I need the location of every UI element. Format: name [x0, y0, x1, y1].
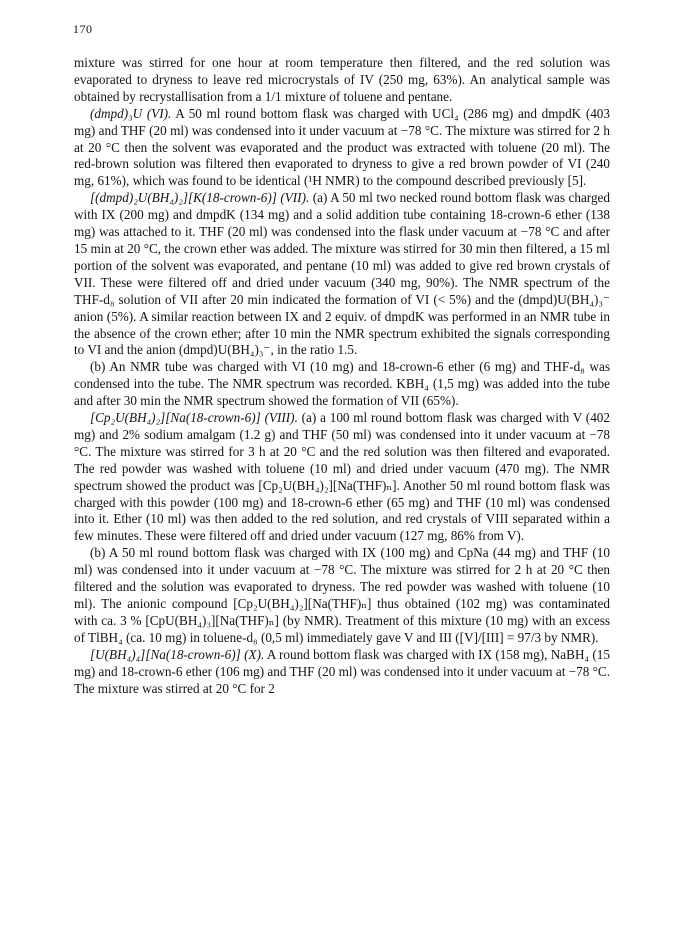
paragraph-text: (b) A 50 ml round bottom flask was charged with IX (100 mg) and CpNa (44 mg) and THF (10 ml) was condensed into it under vacuum at −78 °C. The mixture was stirred for 2 h at 20 °C then filtered and the solution was evaporated to dryness. The red powder was washed with toluene (10 ml). The anionic compound [Cp₂U(BH₄)₂][Na(THF)ₙ] thus obtained (102 mg) was contaminated with ca. 3 % [CpU(BH₄)₃][Na(THF)ₙ] (by NMR). Treatment of this mixture (10 mg) with an excess of TlBH₄ (ca. 10 mg) in toluene-d₈ (0,5 ml) immediately gave V and III ([V]/[III] = 97/3 by NMR). [74, 545, 610, 645]
paragraph-text: (a) a 100 ml round bottom flask was charged with V (402 mg) and 2% sodium amalgam (1.2 g) and THF (50 ml) was condensed into it under vacuum at −78 °C. The mixture was stirred for 3 h at 20 °C and the red solution was then filtered and evaporated. The red powder was washed with toluene (10 ml) and dried under vacuum (470 mg). The NMR spectrum showed the product was [Cp₂U(BH₄)₂][Na(THF)ₙ]. Another 50 ml round bottom flask was charged with this powder (100 mg) and 18-crown-6 ether (65 mg) and THF (10 ml) was condensed into it. Ether (10 ml) was then added to the red solution, and red crystals of VIII separated within a few minutes. These were filtered off and dried under vacuum (127 mg, 86% from V). [74, 410, 610, 544]
paragraph-heading: [Cp₂U(BH₄)₂][Na(18-crown-6)] (VIII). [90, 410, 298, 426]
paragraph-heading: (dmpd)₃U (VI). [90, 105, 172, 121]
paragraph-6 [74, 545, 610, 646]
page-number: 170 [73, 22, 93, 36]
paragraph-2 [74, 106, 610, 191]
body-text [74, 55, 610, 697]
paragraph-heading: [(dmpd)₂U(BH₄)₂][K(18-crown-6)] (VII). [90, 190, 310, 206]
paragraph-text: A 50 ml round bottom flask was charged with UCl₄ (286 mg) and dmpdK (403 mg) and THF (20 ml) was condensed into it under vacuum at −78 °C. The mixture was stirred for 2 h at 20 °C then the solvent was evaporated and the product was extracted with toluene (20 ml). The red-brown solution was filtered then evaporated to dryness to give a red brown powder of VI (240 mg, 61%), which was found to be identical (¹H NMR) to the compound described previously [5]. [74, 105, 610, 189]
paragraph-7 [74, 647, 610, 698]
paragraph-3 [74, 190, 610, 359]
paragraph-text: A round bottom flask was charged with IX (158 mg), NaBH₄ (15 mg) and 18-crown-6 ether (106 mg) and THF (20 ml) was condensed into it under vacuum at −78 °C. The mixture was stirred at 20 °C for 2 [74, 646, 610, 696]
paragraph-text: mixture was stirred for one hour at room temperature then filtered, and the red solution was evaporated to dryness to leave red microcrystals of IV (250 mg, 63%). An analytical sample was obtained by recrystallisation from a 1/1 mixture of toluene and pentane. [74, 55, 610, 104]
paragraph-text: (a) A 50 ml two necked round bottom flask was charged with IX (200 mg) and dmpdK (134 mg) and a solid addition tube containing 18-crown-6 ether (138 mg) was attached to it. THF (20 ml) was condensed into the flask under vacuum at −78 °C and after 15 min at 20 °C, the crown ether was added. The mixture was stirred for 30 min then filtered, a 15 ml portion of the solvent was evaporated, and pentane (10 ml) was added to give red brown crystals of VII. These were filtered off and dried under vacuum (340 mg, 90%). The NMR spectrum of the THF-d₈ solution of VII after 20 min indicated the formation of VI (< 5%) and the (dmpd)U(BH₄)₃⁻ anion (5%). A similar reaction between IX and 2 equiv. of dmpdK was performed in an NMR tube in the absence of the crown ether; after 10 min the NMR spectrum exhibited the signals corresponding to VI and the anion (dmpd)U(BH₄)₃⁻, in the ratio 1.5. [74, 190, 610, 358]
paragraph-1 [74, 55, 610, 106]
paragraph-text: (b) An NMR tube was charged with VI (10 mg) and 18-crown-6 ether (6 mg) and THF-d₈ was condensed into the tube. The NMR spectrum was recorded. KBH₄ (1,5 mg) was added into the tube and after 30 min the NMR spectrum showed the formation of VII (65%). [74, 359, 610, 409]
paragraph-heading: [U(BH₄)₄][Na(18-crown-6)] (X). [90, 646, 265, 662]
paragraph-4 [74, 359, 610, 410]
paragraph-5 [74, 410, 610, 545]
